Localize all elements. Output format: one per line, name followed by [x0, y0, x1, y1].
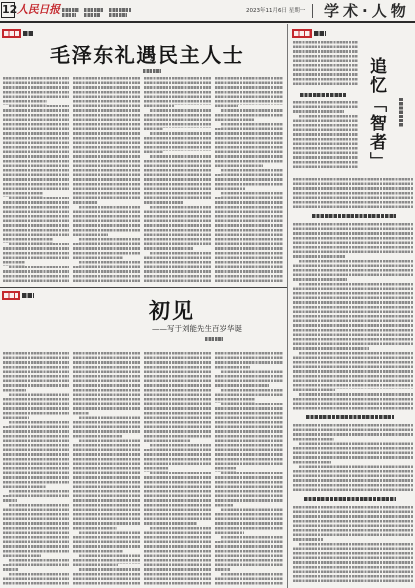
body-text-column — [293, 424, 413, 493]
column-tag-label — [22, 293, 34, 298]
paragraph-indent — [144, 109, 150, 114]
paragraph-indent — [293, 283, 299, 288]
paragraph-end-gap — [118, 564, 140, 569]
subheading — [306, 415, 394, 419]
paragraph-indent — [144, 206, 150, 211]
article-headline: 初见 — [149, 298, 195, 323]
article-lead — [293, 41, 358, 87]
body-text-column — [215, 352, 283, 586]
paragraph-end-gap — [193, 247, 211, 252]
column-tag — [2, 29, 21, 38]
paragraph-indent — [3, 197, 9, 202]
paragraph-end-gap — [263, 164, 283, 169]
paragraph-indent — [73, 238, 79, 243]
header-info — [84, 8, 104, 12]
paragraph-indent — [215, 123, 221, 128]
paragraph-end-gap — [335, 389, 413, 394]
paragraph-end-gap — [238, 105, 283, 110]
paragraph-end-gap — [233, 504, 283, 509]
masthead-logo: 人民日报 — [17, 3, 60, 16]
body-text-column — [3, 77, 69, 284]
paragraph-indent — [144, 444, 150, 449]
paragraph-end-gap — [245, 187, 283, 192]
paragraph-indent — [3, 266, 9, 271]
header-info — [109, 8, 131, 12]
paragraph-end-gap — [163, 151, 211, 156]
paragraph-end-gap — [18, 568, 69, 573]
paragraph-indent — [144, 527, 150, 532]
body-text-column — [293, 101, 358, 170]
paragraph-indent — [215, 536, 221, 541]
paragraph-end-gap — [255, 398, 283, 403]
paragraph-indent — [3, 243, 9, 248]
paragraph-end-gap — [117, 527, 140, 532]
paragraph-end-gap — [230, 568, 283, 573]
paragraph-end-gap — [17, 499, 69, 504]
paragraph-indent — [73, 416, 79, 421]
header-info — [62, 8, 79, 12]
paragraph-end-gap — [168, 467, 211, 472]
paragraph-indent — [215, 169, 221, 174]
paragraph-indent — [144, 132, 150, 137]
paragraph-end-gap — [53, 238, 69, 243]
paragraph-indent — [293, 260, 299, 265]
paragraph-indent — [144, 252, 150, 257]
paragraph-end-gap — [347, 278, 413, 283]
column-tag-label — [23, 31, 34, 36]
paragraph-end-gap — [369, 347, 413, 352]
paragraph-end-gap — [190, 439, 211, 444]
paragraph-end-gap — [254, 118, 283, 123]
header-info — [109, 13, 127, 17]
paragraph-end-gap — [197, 522, 211, 527]
byline — [143, 69, 161, 73]
paragraph-indent — [73, 439, 79, 444]
body-text-column — [144, 352, 211, 586]
article-subtitle: ——写于刘能先生百岁华诞 — [152, 324, 242, 333]
paragraph-indent — [215, 192, 221, 197]
paragraph-indent — [215, 109, 221, 114]
paragraph-indent — [3, 105, 9, 110]
paragraph-indent — [73, 568, 79, 573]
body-text-column — [293, 178, 413, 210]
subheading — [300, 93, 346, 97]
paragraph-end-gap — [89, 412, 140, 417]
body-text-column — [73, 77, 140, 284]
paragraph-indent — [293, 442, 299, 447]
paragraph-end-gap — [163, 128, 211, 133]
section-title: 学术·人物 — [324, 2, 410, 20]
paragraph-end-gap — [46, 485, 69, 490]
paragraph-end-gap — [108, 233, 140, 238]
paragraph-indent — [73, 206, 79, 211]
paragraph-indent — [293, 352, 299, 357]
article-headline: 毛泽东礼遇民主人士 — [50, 43, 245, 67]
paragraph-end-gap — [122, 435, 140, 440]
paragraph-end-gap — [244, 531, 283, 536]
paragraph-end-gap — [26, 389, 69, 394]
subheading — [312, 214, 396, 218]
header-rule — [0, 21, 415, 23]
paragraph-end-gap — [344, 110, 358, 115]
paragraph-indent — [215, 403, 221, 408]
header-divider — [312, 4, 313, 18]
paragraph-end-gap — [269, 384, 283, 389]
article-divider — [0, 287, 287, 288]
subheading — [304, 497, 396, 501]
body-text-column — [293, 223, 413, 411]
paragraph-indent — [215, 389, 221, 394]
paragraph-end-gap — [41, 554, 69, 559]
paragraph-indent — [215, 472, 221, 477]
body-text-column — [293, 506, 413, 584]
header-info — [62, 13, 76, 17]
paragraph-indent — [3, 504, 9, 509]
paragraph-indent — [215, 370, 221, 375]
paragraph-indent — [3, 573, 9, 578]
body-text-column — [73, 352, 140, 586]
paragraph-indent — [73, 261, 79, 266]
paragraph-indent — [293, 465, 299, 470]
paragraph-indent — [293, 543, 299, 548]
paragraph-end-gap — [123, 550, 140, 555]
header-info — [84, 13, 100, 17]
paragraph-indent — [73, 554, 79, 559]
column-tag-label — [314, 31, 326, 36]
body-text-column — [144, 77, 211, 284]
article-headline-vertical: 追忆「智者」 — [366, 57, 386, 171]
paragraph-indent — [293, 115, 299, 120]
column-tag — [2, 291, 20, 300]
paragraph-indent — [73, 531, 79, 536]
paragraph-end-gap — [29, 416, 69, 421]
paragraph-indent — [3, 559, 9, 564]
paragraph-end-gap — [331, 461, 413, 466]
paragraph-indent — [3, 421, 9, 426]
paragraph-end-gap — [323, 538, 413, 543]
column-divider — [287, 24, 288, 588]
paragraph-end-gap — [250, 366, 283, 371]
body-text-column — [215, 77, 283, 284]
paragraph-indent — [3, 393, 9, 398]
page-number: 12 — [2, 3, 18, 16]
paragraph-end-gap — [47, 100, 69, 105]
paragraph-end-gap — [174, 105, 211, 110]
paragraph-end-gap — [183, 201, 211, 206]
paragraph-end-gap — [98, 201, 140, 206]
byline-vertical — [399, 98, 403, 127]
column-tag — [292, 29, 312, 38]
paragraph-end-gap — [334, 438, 413, 443]
issue-date: 2023年11月6日 星期一 — [246, 8, 306, 14]
paragraph-indent — [3, 490, 9, 495]
paragraph-indent — [215, 508, 221, 513]
paragraph-indent — [293, 393, 299, 398]
paragraph-end-gap — [236, 467, 283, 472]
paragraph-indent — [144, 472, 150, 477]
paragraph-end-gap — [123, 256, 140, 261]
paragraph-indent — [144, 155, 150, 160]
paragraph-end-gap — [43, 192, 69, 197]
byline — [205, 337, 223, 341]
paragraph-end-gap — [345, 255, 413, 260]
body-text-column — [3, 352, 69, 586]
paragraph-end-gap — [25, 261, 69, 266]
paragraph-indent — [215, 573, 221, 578]
